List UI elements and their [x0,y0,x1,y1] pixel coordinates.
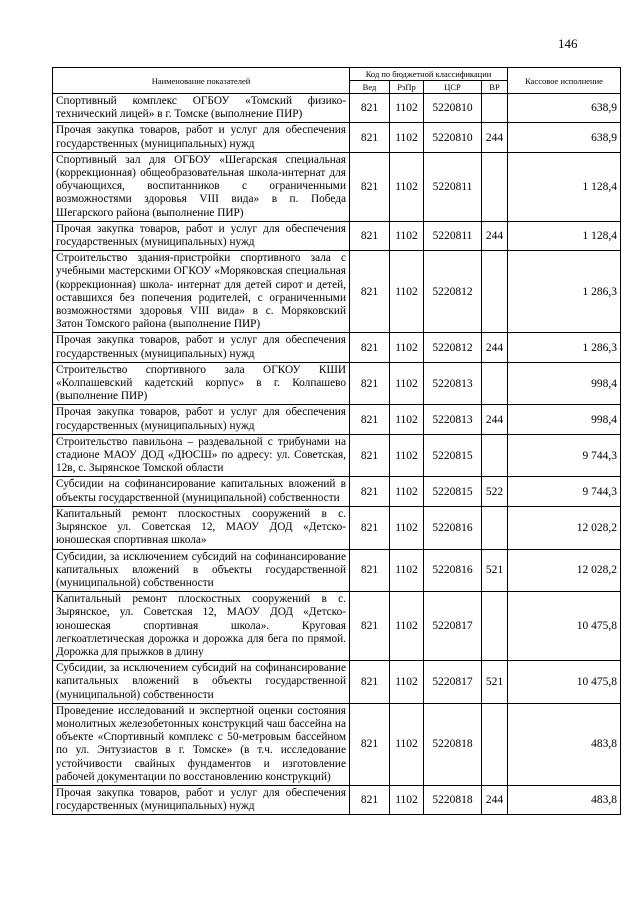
row-rzpr-cell: 1102 [390,661,424,704]
table-row [53,477,621,506]
row-rzpr-cell: 1102 [390,152,424,221]
row-name-cell: Строительство спортивного зала ОГКОУ КШИ «Колпашевский кадетский корпус» в г. Колпашево (выполнение ПИР) [53,362,350,405]
row-vr-cell [482,152,508,221]
row-name-cell: Прочая закупка товаров, работ и услуг для обеспечения государственных (муниципальных) нужд [53,405,350,434]
row-ved-cell: 821 [350,661,390,704]
row-amount-cell: 638,9 [508,94,621,123]
row-rzpr-cell: 1102 [390,506,424,549]
row-rzpr-cell: 1102 [390,549,424,592]
row-csr-cell: 5220811 [424,221,482,250]
row-ved-cell: 821 [350,362,390,405]
row-vr-cell [482,592,508,661]
row-rzpr-cell: 1102 [390,405,424,434]
row-name-cell: Субсидии на софинансирование капитальных вложений в объекты государственной (муниципальной) собственности [53,477,350,506]
table-row [53,506,621,549]
row-ved-cell: 821 [350,477,390,506]
row-name-cell: Прочая закупка товаров, работ и услуг для обеспечения государственных (муниципальных) нужд [53,785,350,814]
row-vr-cell: 522 [482,477,508,506]
row-amount-cell: 9 744,3 [508,434,621,477]
row-csr-cell: 5220813 [424,405,482,434]
table-row [53,333,621,362]
row-rzpr-cell: 1102 [390,251,424,333]
row-csr-cell: 5220810 [424,123,482,152]
table-row [53,785,621,814]
table-row [53,152,621,221]
row-name-cell: Строительство павильона – раздевальной с трибунами на стадионе МАОУ ДОД «ДЮСШ» по адресу: ул. Советская, 12в, с. Зырянское Томской области [53,434,350,477]
row-amount-cell: 1 128,4 [508,152,621,221]
header-ved: Вед [350,81,390,94]
row-vr-cell [482,434,508,477]
row-amount-cell: 12 028,2 [508,506,621,549]
row-ved-cell: 821 [350,434,390,477]
row-vr-cell [482,94,508,123]
table-row [53,362,621,405]
row-name-cell: Спортивный зал для ОГБОУ «Шегарская специальная (коррекционная) общеобразовательная школа-интернат для обучающихся, воспитанников с ограниченными возможностями здоровья VIII вида» в п. Победа Шегарского района (выполнение ПИР) [53,152,350,221]
row-vr-cell [482,251,508,333]
header-execution: Кассовое исполнение [508,68,621,94]
row-amount-cell: 483,8 [508,703,621,785]
table-row [53,251,621,333]
row-rzpr-cell: 1102 [390,434,424,477]
row-name-cell: Спортивный комплекс ОГБОУ «Томский физико-технический лицей» в г. Томске (выполнение ПИР) [53,94,350,123]
table-row [53,592,621,661]
header-csr: ЦСР [424,81,482,94]
row-amount-cell: 1 286,3 [508,251,621,333]
row-ved-cell: 821 [350,94,390,123]
table-header [53,68,621,94]
budget-table [52,67,621,815]
row-rzpr-cell: 1102 [390,477,424,506]
row-rzpr-cell: 1102 [390,221,424,250]
row-name-cell: Субсидии, за исключением субсидий на софинансирование капитальных вложений в объекты государственной (муниципальной) собственности [53,549,350,592]
row-csr-cell: 5220815 [424,434,482,477]
header-rzpr: РзПр [390,81,424,94]
table-row [53,661,621,704]
row-csr-cell: 5220812 [424,251,482,333]
table-row [53,549,621,592]
table-row [53,221,621,250]
table-row [53,94,621,123]
page-number: 146 [558,36,578,51]
row-amount-cell: 998,4 [508,405,621,434]
row-ved-cell: 821 [350,221,390,250]
row-rzpr-cell: 1102 [390,362,424,405]
row-name-cell: Капитальный ремонт плоскостных сооружений в с. Зырянское, ул. Советская 12, МАОУ ДОД «Детско-юношеская спортивная школа». Круговая легкоатлетическая дорожка и дорожка для бега по прямой. Дорожка для прыжков в длину [53,592,350,661]
header-vr: ВР [482,81,508,94]
row-amount-cell: 638,9 [508,123,621,152]
header-name: Наименование показателей [53,68,350,94]
row-csr-cell: 5220816 [424,506,482,549]
row-vr-cell: 244 [482,785,508,814]
row-ved-cell: 821 [350,333,390,362]
row-csr-cell: 5220817 [424,661,482,704]
row-vr-cell [482,703,508,785]
table-row [53,123,621,152]
row-ved-cell: 821 [350,549,390,592]
table-body [53,94,621,815]
row-rzpr-cell: 1102 [390,94,424,123]
row-rzpr-cell: 1102 [390,785,424,814]
row-vr-cell: 244 [482,123,508,152]
row-vr-cell [482,506,508,549]
row-ved-cell: 821 [350,506,390,549]
row-rzpr-cell: 1102 [390,333,424,362]
row-csr-cell: 5220818 [424,703,482,785]
row-name-cell: Строительство здания-пристройки спортивного зала с учебными мастерскими ОГКОУ «Моряковская специальная (коррекционная) школа- интернат для детей сирот и детей, оставшихся без попечения родителей, с ограниченными возможностями здоровья VIII вида» в с. Моряковский Затон Томского района (выполнение ПИР) [53,251,350,333]
row-amount-cell: 9 744,3 [508,477,621,506]
row-csr-cell: 5220813 [424,362,482,405]
row-vr-cell: 244 [482,221,508,250]
row-amount-cell: 10 475,8 [508,592,621,661]
row-amount-cell: 10 475,8 [508,661,621,704]
row-vr-cell: 521 [482,661,508,704]
row-vr-cell: 244 [482,333,508,362]
row-csr-cell: 5220812 [424,333,482,362]
row-ved-cell: 821 [350,123,390,152]
row-name-cell: Капитальный ремонт плоскостных сооружений в с. Зырянское ул. Советская 12, МАОУ ДОД «Детско-юношеская спортивная школа» [53,506,350,549]
row-csr-cell: 5220817 [424,592,482,661]
row-vr-cell: 244 [482,405,508,434]
row-name-cell: Проведение исследований и экспертной оценки состояния монолитных железобетонных конструкций чаш бассейна на объекте «Спортивный комплекс с 50-метровым бассейном по ул. Энтузиастов в г. Томске» (в т.ч. исследование устойчивости свайных фундаментов и изготовление рабочей документации по восстановлению конструкций) [53,703,350,785]
row-ved-cell: 821 [350,592,390,661]
row-csr-cell: 5220811 [424,152,482,221]
table-row [53,703,621,785]
row-ved-cell: 821 [350,152,390,221]
row-amount-cell: 1 128,4 [508,221,621,250]
row-csr-cell: 5220816 [424,549,482,592]
row-name-cell: Субсидии, за исключением субсидий на софинансирование капитальных вложений в объекты государственной (муниципальной) собственности [53,661,350,704]
table-row [53,434,621,477]
row-amount-cell: 1 286,3 [508,333,621,362]
row-csr-cell: 5220810 [424,94,482,123]
row-ved-cell: 821 [350,405,390,434]
row-name-cell: Прочая закупка товаров, работ и услуг для обеспечения государственных (муниципальных) нужд [53,221,350,250]
table-row [53,405,621,434]
row-ved-cell: 821 [350,703,390,785]
row-rzpr-cell: 1102 [390,592,424,661]
header-budget-code: Код по бюджетной классификации [350,68,508,81]
row-rzpr-cell: 1102 [390,123,424,152]
row-ved-cell: 821 [350,251,390,333]
row-rzpr-cell: 1102 [390,703,424,785]
row-csr-cell: 5220815 [424,477,482,506]
row-csr-cell: 5220818 [424,785,482,814]
row-amount-cell: 12 028,2 [508,549,621,592]
row-vr-cell: 521 [482,549,508,592]
row-name-cell: Прочая закупка товаров, работ и услуг для обеспечения государственных (муниципальных) нужд [53,333,350,362]
row-vr-cell [482,362,508,405]
row-name-cell: Прочая закупка товаров, работ и услуг для обеспечения государственных (муниципальных) нужд [53,123,350,152]
row-amount-cell: 483,8 [508,785,621,814]
row-amount-cell: 998,4 [508,362,621,405]
row-ved-cell: 821 [350,785,390,814]
